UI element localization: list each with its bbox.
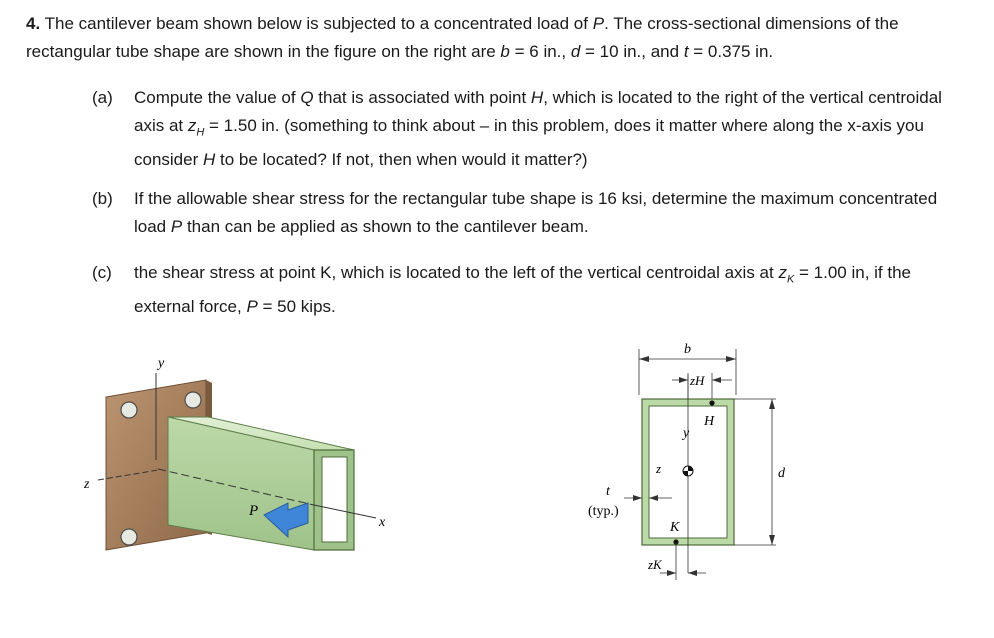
d-symbol: d [570, 42, 581, 61]
problem-number: 4. [26, 14, 41, 33]
d-label: d [778, 466, 785, 481]
part-c-label: (c) [92, 263, 112, 282]
b-value: = 6 in., [509, 42, 571, 61]
part-b-text: If the allowable shear stress for the rectangular tube shape is 16 ksi, determine the maximum concentrated load P than can be applied as shown to the cantilever beam. [134, 189, 938, 236]
t-symbol: t [683, 42, 689, 61]
part-a-label: (a) [92, 88, 113, 107]
point-H [709, 400, 714, 405]
K-label: K [670, 520, 680, 535]
d-value: = 10 in., and [580, 42, 684, 61]
x-axis-label: x [379, 515, 386, 530]
b-symbol: b [500, 42, 510, 61]
zK-label: zK [648, 557, 662, 572]
cross-section-figure [580, 335, 800, 585]
zH-label: zH [690, 373, 705, 388]
part-a-text: Compute the value of Q that is associated with point H, which is located to the right of the vertical centroidal axis at $z_H = 1.50$ in. (something to think about – in this problem, does it matter where along the x-axis you consider H to be located? If not, then when would it matter?) [134, 88, 942, 170]
typ-label: (typ.) [588, 504, 619, 519]
part-b-label: (b) [92, 189, 113, 208]
part-c-text: the shear stress at point K, which is located to the left of the vertical centroidal axis at $z_K = 1.00$ in, if the external force, P = 50 kips. [134, 263, 912, 317]
cantilever-beam-figure [76, 345, 416, 570]
z-label: z [656, 461, 662, 476]
b-label: b [684, 342, 691, 357]
problem-statement [26, 10, 976, 66]
load-symbol: P [592, 14, 605, 33]
y-label: y [683, 426, 690, 441]
H-label: H [704, 414, 715, 429]
problem-intro-1: The cantilever beam shown below is subjected to a concentrated load of [40, 14, 593, 33]
y-axis-label: y [158, 356, 165, 371]
problem-intro-2: . The cross-sectional dimensions of the rectangular tube shape are shown in the figure on the right are [26, 14, 899, 61]
z-axis-label: z [84, 477, 90, 492]
t-label: t [606, 484, 610, 499]
load-label: P [249, 503, 259, 519]
t-value: = 0.375 in. [688, 42, 774, 61]
